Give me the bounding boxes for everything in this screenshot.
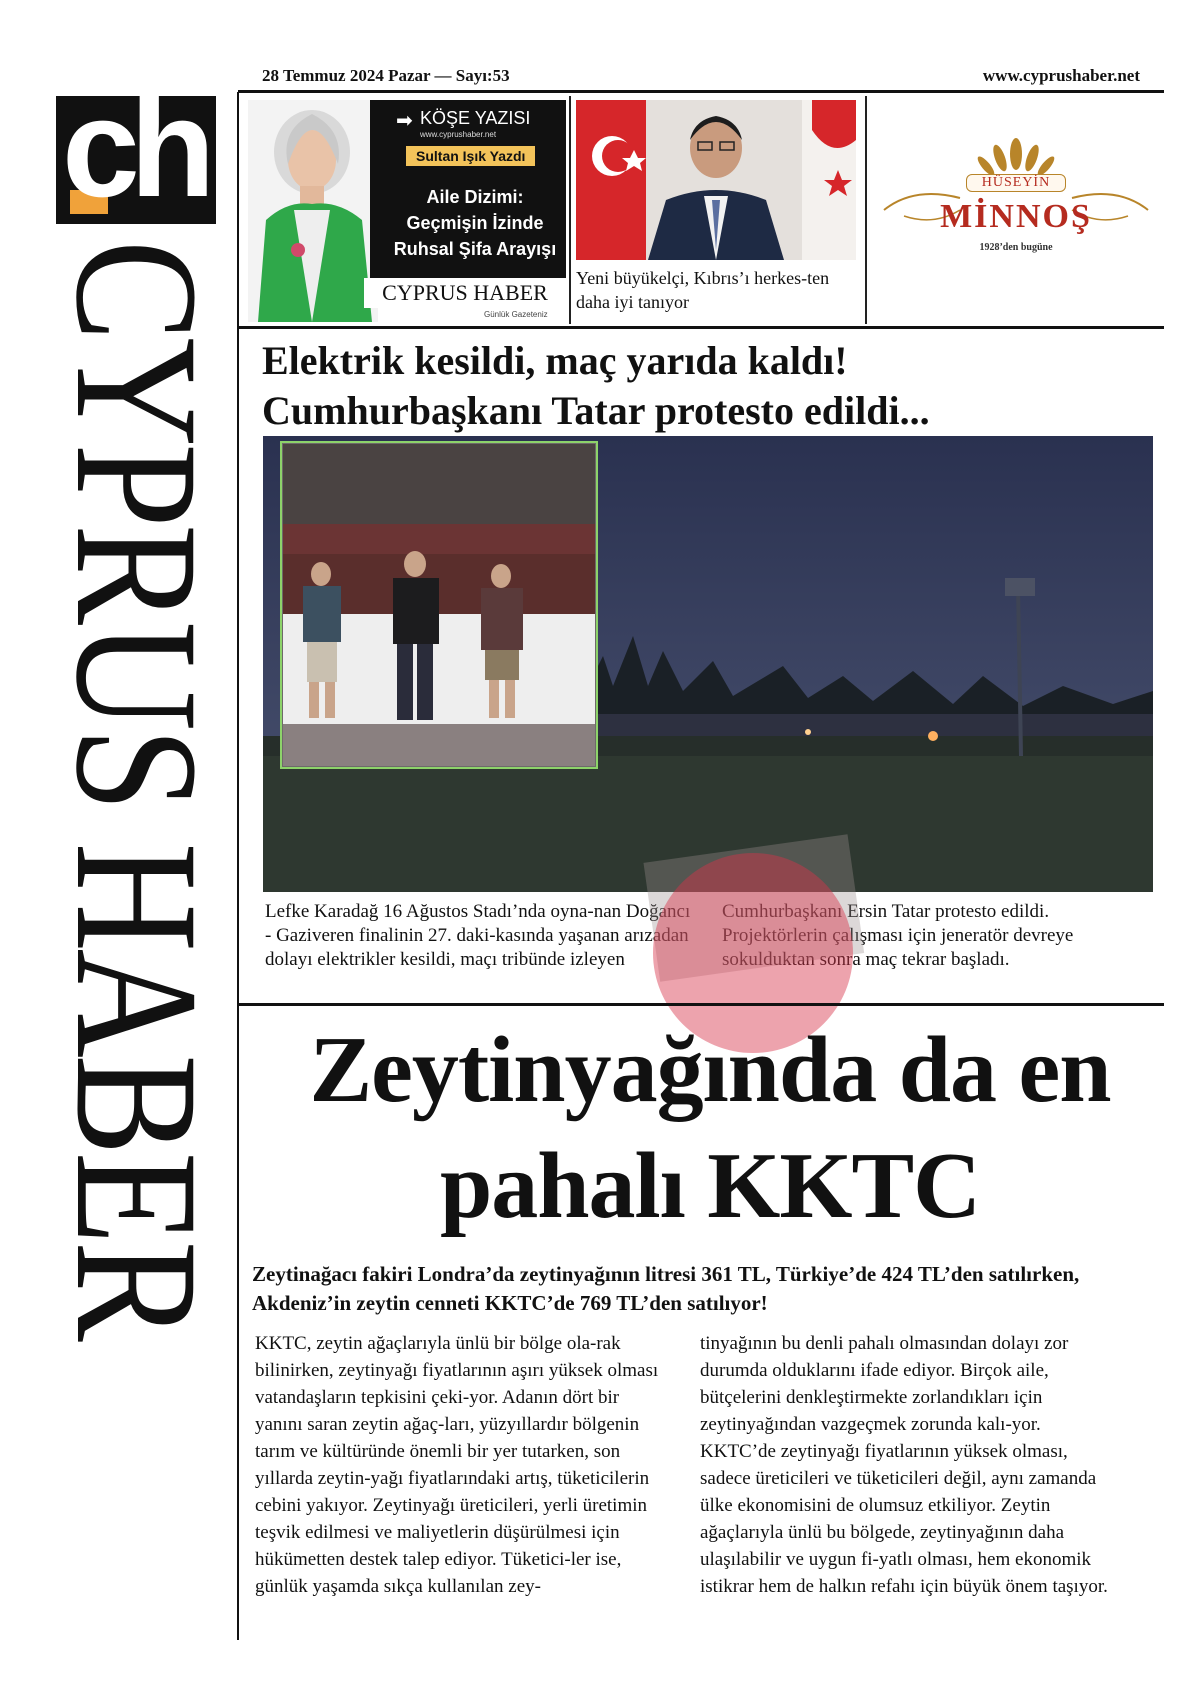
column-separator (865, 96, 867, 324)
left-rule (237, 92, 239, 1640)
promo-brand: CYPRUS HABER (364, 278, 566, 308)
column-title-line: Geçmişin İzinde (406, 213, 544, 233)
column-separator (569, 96, 571, 324)
section-rule (238, 1003, 1164, 1006)
ambassador-photo[interactable] (576, 100, 856, 260)
arrow-right-icon: ➡ (396, 108, 413, 132)
lead-headline-line: Cumhurbaşkanı Tatar protesto edildi... (262, 388, 930, 433)
masthead-logo (56, 69, 216, 226)
column-title-line: Aile Dizimi: (426, 187, 524, 207)
ambassador-caption[interactable]: Yeni büyükelçi, Kıbrıs’ı herkes-ten daha iyi tanıyor (576, 268, 830, 312)
columnist-portrait (248, 100, 378, 322)
stadium-photo[interactable] (263, 436, 1153, 892)
columnist-name: Sultan Işık Yazdı (406, 146, 535, 166)
date-issue: 28 Temmuz 2024 Pazar — Sayı:53 (262, 66, 510, 85)
masthead (39, 240, 234, 1640)
minnos-brand: MİNNOŞ (940, 198, 1092, 235)
promo-brand-sub: Günlük Gazeteniz (484, 310, 548, 319)
website-link[interactable]: www.cyprushaber.net (982, 66, 1140, 85)
logo-text: ch (62, 69, 206, 226)
lead-headline-line: Elektrik kesildi, maç yarıda kaldı! (262, 338, 848, 383)
column-title (386, 184, 564, 262)
main-headline-line: Zeytinyağında da en (309, 1018, 1111, 1122)
lead-caption: Lefke Karadağ 16 Ağustos Stadı’nda oyna-nan Doğancı - Gaziveren finalinin 27. daki-kasında yaşanan arızadan dolayı elektrikler kesildi, maçı tribünde izleyen (265, 901, 691, 970)
minnos-since: 1928’den bugüne (979, 242, 1053, 253)
main-headline[interactable] (245, 1012, 1175, 1244)
minnos-advertisement[interactable] (874, 136, 1158, 266)
promo-site: www.cyprushaber.net (420, 130, 497, 139)
story-deck: Zeytinağacı fakiri Londra’da zeytinyağının litresi 361 TL, Türkiye’de 424 TL’den satılırken, Akdeniz’in zeytin cenneti KKTC’de 769 TL’den satılıyor! (252, 1262, 1080, 1315)
lead-caption: Cumhurbaşkanı Ersin Tatar protesto edildi. Projektörlerin çalışması için jeneratör devreye sokulduktan sonra maç tekrar başladı. (722, 901, 1074, 970)
column-label: KÖŞE YAZISI (420, 108, 531, 128)
masthead-title: CYPRUS HABER (39, 240, 234, 1339)
column-promo[interactable] (248, 100, 566, 322)
main-headline-line: pahalı KKTC (439, 1134, 981, 1238)
story-body-column: KKTC, zeytin ağaçlarıyla ünlü bir bölge ola-rak bilinirken, zeytinyağı fiyatlarının aşırı yüksek olması vatandaşların tepkisini çeki-yor. Adanın dört bir yanını saran zeytin ağaç-ları, yüzyıllardır bölgenin tarım ve kültüründe önemli bir yer tutarken, son yıllarda zeytin-yağı fiyatlarındaki artış, tüketicilerin cebini yakıyor. Zeytinyağı üreticileri, yerli üretimin teşvik edilmesi ve maliyetlerin düşürülmesi için hükümetten destek talep ediyor. Tüketici-ler ise, günlük yaşamda sıkça kullanılan zey- (255, 1333, 659, 1597)
lead-headline[interactable] (262, 336, 1142, 436)
column-title-line: Ruhsal Şifa Arayışı (393, 239, 557, 259)
minnos-firstname: HÜSEYİN (966, 174, 1066, 192)
section-rule (238, 326, 1164, 329)
story-body-column: tinyağının bu denli pahalı olmasından dolayı zor durumda olduklarını ifade ediyor. Birçok aile, bütçelerini denkleştirmekte zorlandıkları için zeytinyağından vazgeçmek zorunda kalı-yor. KKTC’de zeytinyağı fiyatlarının yüksek olması, sadece üreticileri ve tüketicileri değil, aynı zamanda ülke ekonomisini de olumsuz etkiliyor. Zeytin ağaçlarıyla ünlü bu bölgede, zeytinyağının daha ulaşılabilir ve uygun fi-yatlı olması, hem ekonomik istikrar hem de halkın refahı için büyük önem taşıyor. (700, 1333, 1108, 1597)
top-rule (238, 90, 1164, 93)
